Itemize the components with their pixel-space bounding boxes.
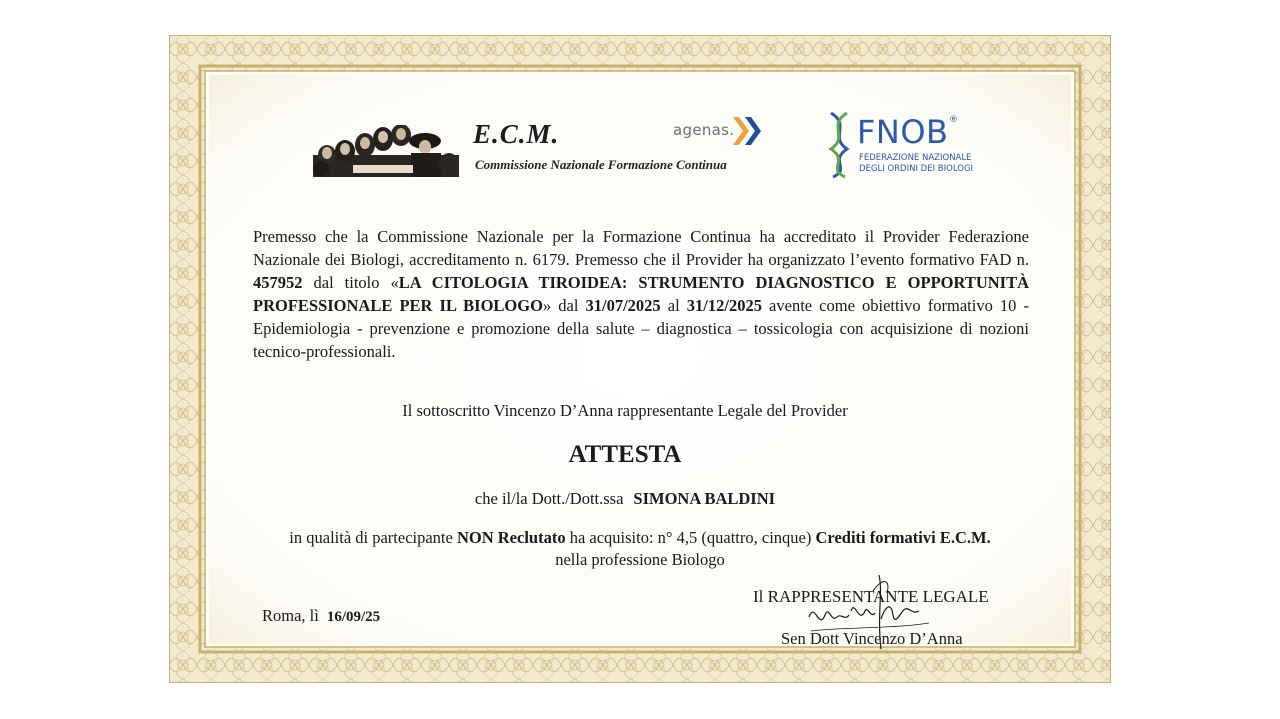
premise-text-a: Premesso che la Commissione Nazionale per la Formazione Continua ha accreditato il Provider Federazione Nazionale dei Biologi, accreditamento n. 6179. Premesso che il Provider ha organizzato l’evento formativo FAD n. bbox=[253, 227, 1029, 269]
fnob-registered-mark: ® bbox=[949, 115, 958, 125]
fnob-subtitle-line1: FEDERAZIONE NAZIONALE bbox=[859, 153, 972, 163]
agenas-logo bbox=[673, 115, 783, 155]
dna-helix-icon bbox=[825, 111, 855, 179]
premise-text-b: dal titolo « bbox=[302, 273, 399, 292]
certificate-content bbox=[209, 73, 1071, 648]
event-number: 457952 bbox=[253, 273, 303, 292]
ecm-title: E.C.M. bbox=[473, 119, 560, 149]
credits-text-a: in qualità di partecipante bbox=[289, 528, 457, 547]
agenas-wordmark: agenas. bbox=[673, 121, 735, 139]
participant-name: SIMONA BALDINI bbox=[633, 489, 776, 508]
event-date-from: 31/07/2025 bbox=[585, 296, 661, 315]
place-label: Roma, lì bbox=[262, 606, 319, 625]
participant-prefix: che il/la Dott./Dott.ssa bbox=[474, 489, 624, 508]
profession-line: nella professione Biologo bbox=[555, 550, 725, 569]
event-title: LA CITOLOGIA TIROIDEA: STRUMENTO DIAGNOSTICO E OPPORTUNITÀ PROFESSIONALE PER IL BIOLOGO bbox=[253, 273, 1029, 315]
signatory-name: Sen Dott Vincenzo D’Anna bbox=[781, 629, 963, 648]
undersigned-statement: Il sottoscritto Vincenzo D’Anna rappresentante Legale del Provider bbox=[402, 401, 848, 420]
place-date bbox=[262, 606, 380, 626]
certificate bbox=[169, 35, 1111, 683]
participant-status: NON Reclutato bbox=[456, 528, 566, 547]
credits-label: Crediti formativi E.C.M. bbox=[815, 528, 991, 547]
participant-line bbox=[209, 489, 1041, 509]
attesta-heading: ATTESTA bbox=[568, 441, 682, 468]
legal-representative-title: Il RAPPRESENTANTE LEGALE bbox=[753, 587, 989, 606]
ecm-subtitle: Commissione Nazionale Formazione Continua bbox=[475, 157, 727, 172]
fnob-subtitle-line2: DEGLI ORDINI DEI BIOLOGI bbox=[859, 164, 974, 174]
anatomy-lesson-painting-image bbox=[313, 125, 459, 177]
premise-paragraph bbox=[253, 225, 1029, 363]
premise-text-e: avente come obiettivo formativo 10 - Epidemiologia - prevenzione e promozione della salute – diagnostica – tossicologia con acquisizione di nozioni tecnico-professionali. bbox=[253, 296, 1029, 361]
credits-text-b: ha acquisito: n° 4,5 (quattro, cinque) bbox=[565, 528, 816, 547]
premise-text-d: al bbox=[660, 296, 687, 315]
credits-statement bbox=[209, 528, 1071, 548]
issue-date: 16/09/25 bbox=[326, 609, 381, 625]
agenas-mark-icon bbox=[729, 115, 765, 147]
fnob-logo bbox=[825, 111, 975, 183]
premise-text-c: » dal bbox=[542, 296, 586, 315]
event-date-to: 31/12/2025 bbox=[686, 296, 762, 315]
fnob-wordmark: FNOB bbox=[857, 113, 949, 151]
